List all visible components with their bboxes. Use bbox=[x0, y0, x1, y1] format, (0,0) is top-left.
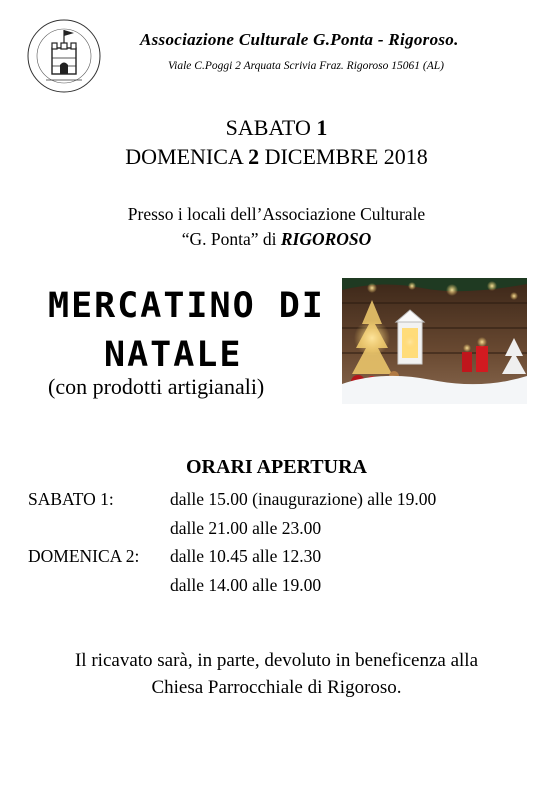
date-day-number: 1 bbox=[316, 115, 328, 140]
footer-line-2: Chiesa Parrocchiale di Rigoroso. bbox=[151, 677, 402, 698]
date-month-year: DICEMBRE 2018 bbox=[259, 144, 428, 169]
hours-day: SABATO 1: bbox=[28, 489, 114, 509]
footer-line-1: Il ricavato sarà, in parte, devoluto in beneficenza alla bbox=[74, 650, 479, 671]
hours-time: dalle 10.45 alle 12.30 bbox=[170, 546, 322, 566]
opening-hours-title: ORARI APERTURA bbox=[186, 456, 367, 478]
date-line-2 bbox=[0, 144, 553, 170]
venue-place: RIGOROSO bbox=[280, 229, 372, 249]
association-address: Viale C.Poggi 2 Arquata Scrivia Fraz. Rigoroso 15061 (AL) bbox=[168, 60, 444, 72]
market-subtitle: (con prodotti artigianali) bbox=[48, 374, 265, 399]
market-title bbox=[48, 282, 325, 380]
venue-line-2 bbox=[0, 229, 553, 250]
association-name: Associazione Culturale G.Ponta - Rigoroso. bbox=[140, 30, 459, 49]
market-title-line-1: MERCATINO DI bbox=[48, 286, 325, 326]
date-day-label: DOMENICA bbox=[125, 144, 249, 169]
date-day-number: 2 bbox=[248, 144, 260, 169]
hours-time: dalle 14.00 alle 19.00 bbox=[170, 574, 322, 595]
hours-time: dalle 21.00 alle 23.00 bbox=[170, 517, 322, 538]
hours-day: DOMENICA 2: bbox=[28, 546, 140, 566]
date-day-label: SABATO bbox=[225, 115, 317, 140]
date-line-1 bbox=[0, 115, 553, 141]
hours-time: dalle 15.00 (inaugurazione) alle 19.00 bbox=[170, 489, 437, 509]
market-title-line-2: NATALE bbox=[104, 335, 243, 375]
christmas-photo bbox=[342, 278, 527, 404]
venue-name: “G. Ponta” di bbox=[181, 229, 281, 249]
venue-line-1: Presso i locali dell’Associazione Culturale bbox=[127, 204, 426, 224]
association-logo bbox=[26, 18, 102, 94]
